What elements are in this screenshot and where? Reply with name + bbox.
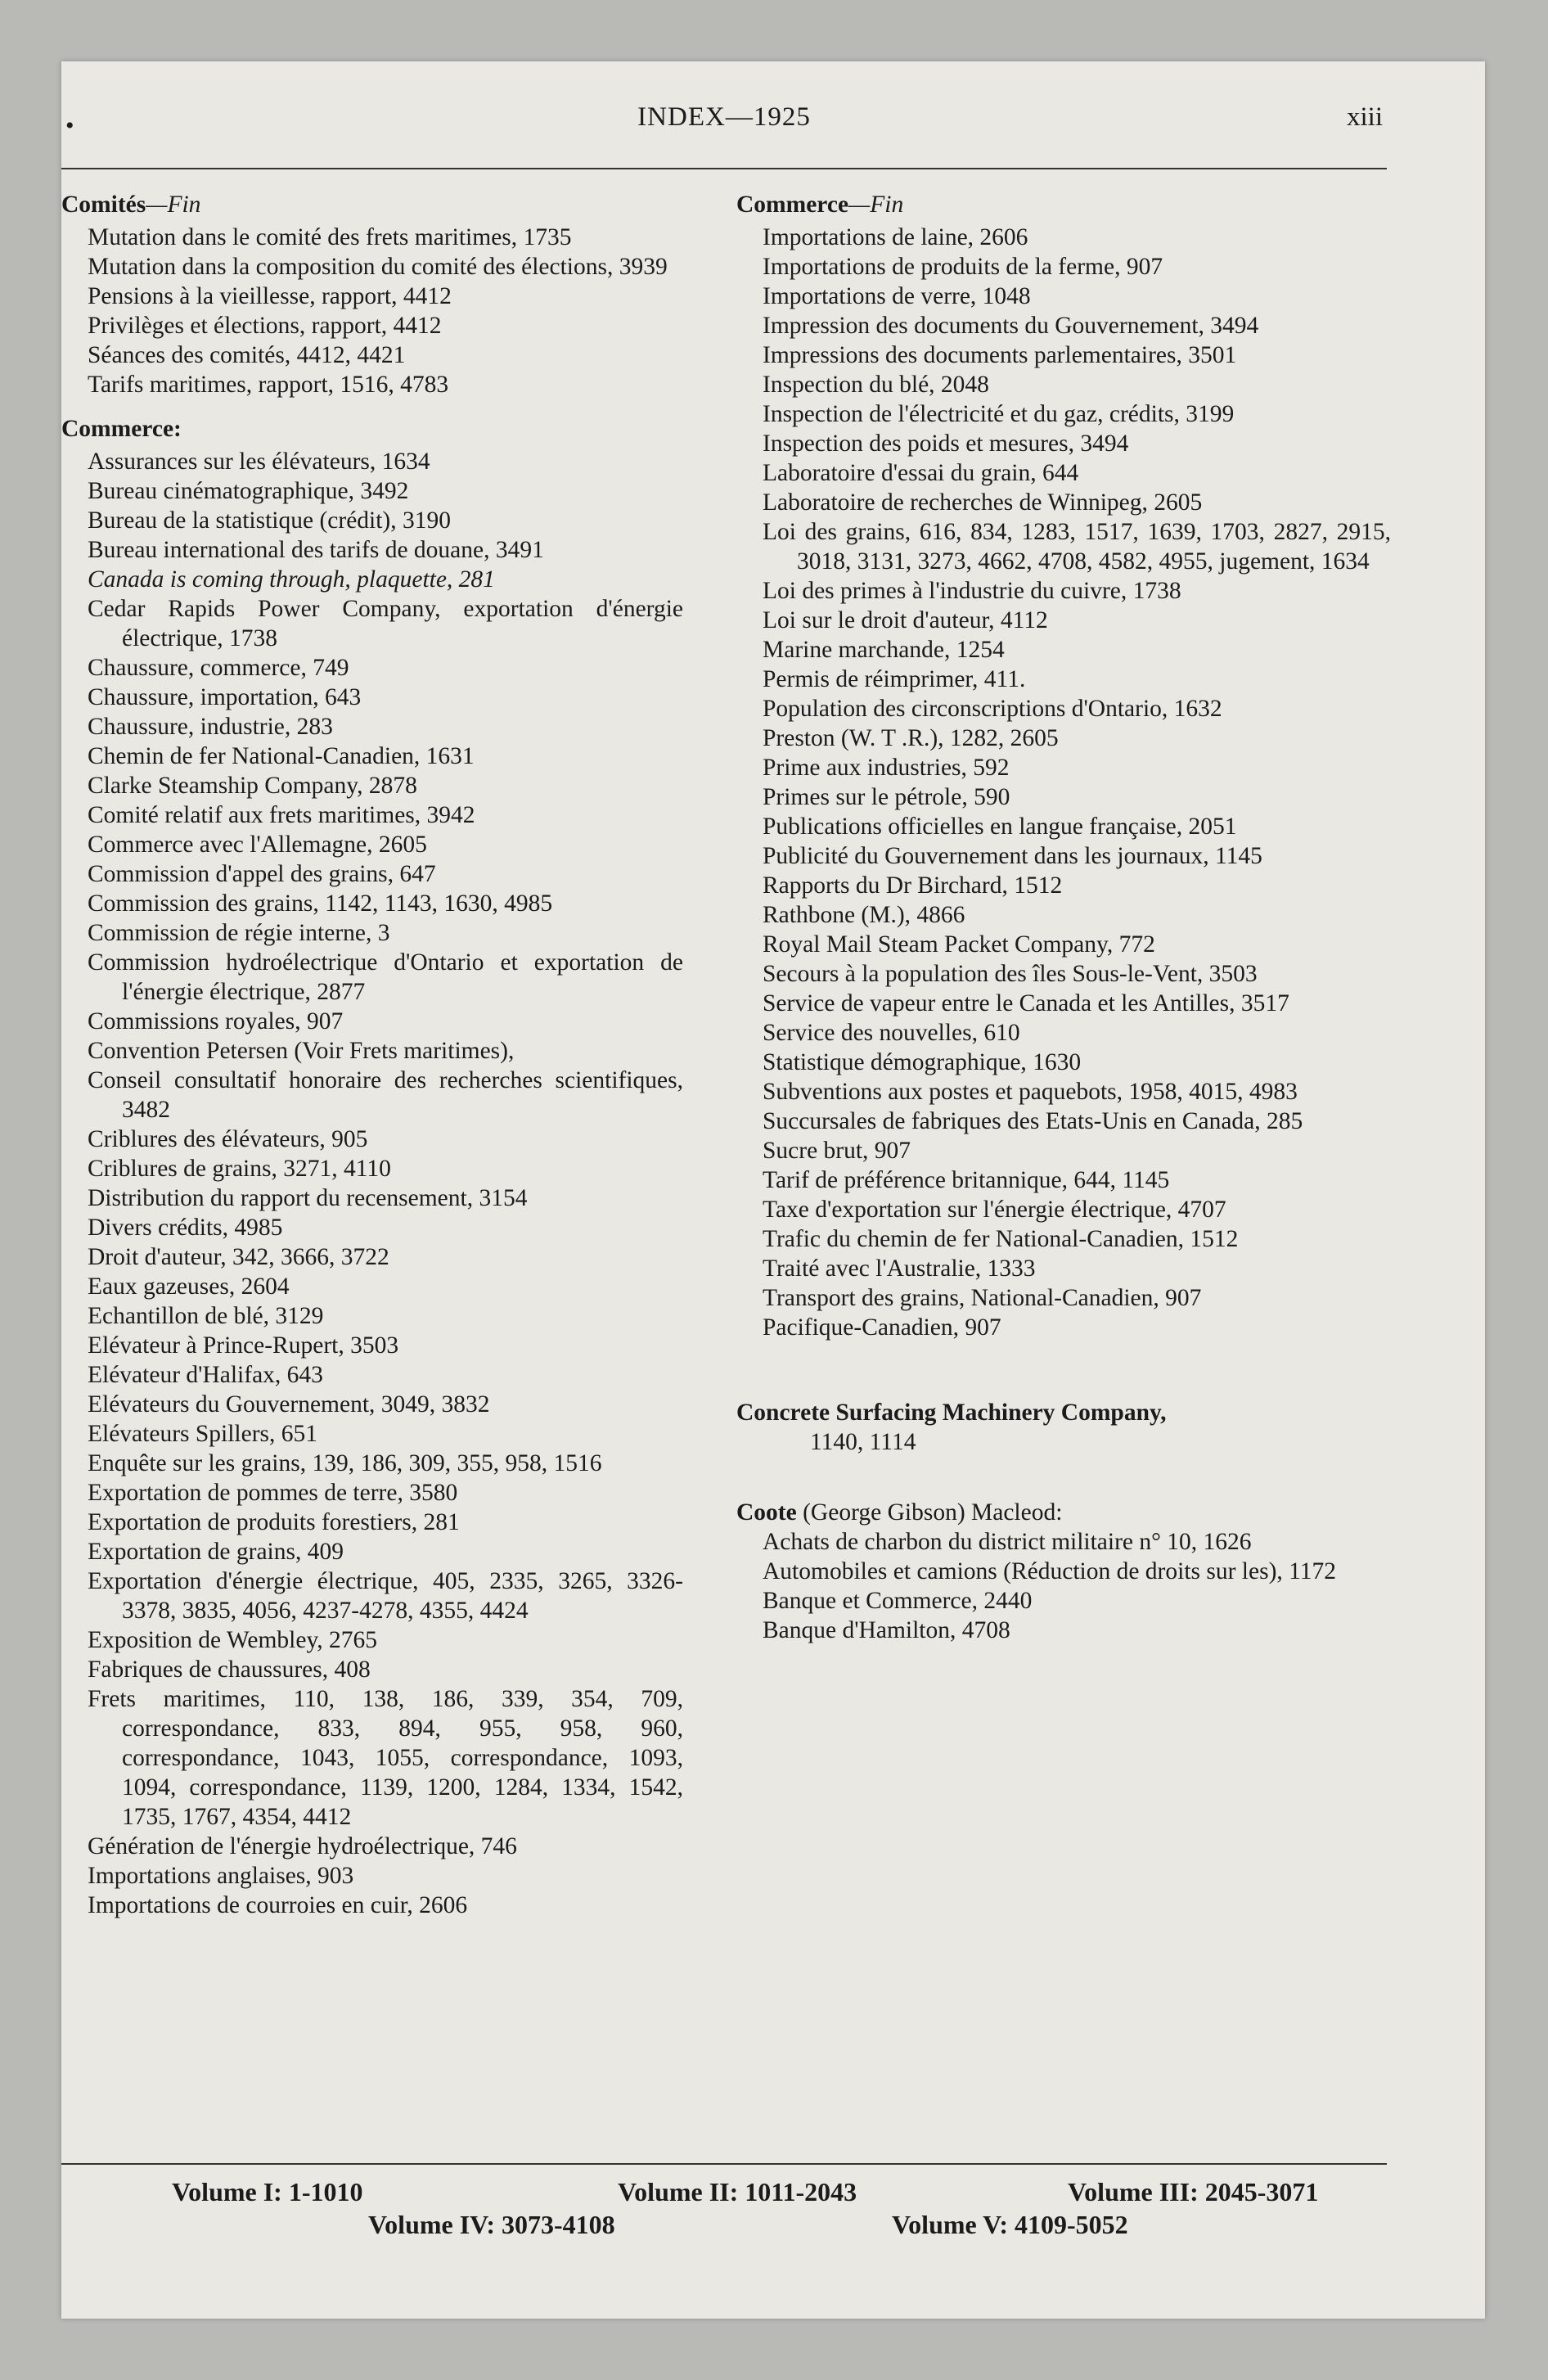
index-entry: Importations anglaises, 903 [88,1863,354,1889]
index-entry: Fabriques de chaussures, 408 [88,1657,371,1683]
page-number: xiii [1346,102,1383,132]
header-rule [61,168,1387,169]
index-entry: Convention Petersen (Voir Frets maritimes), [88,1038,515,1064]
index-entry: Enquête sur les grains, 139, 186, 309, 355, 958, 1516 [88,1450,602,1476]
index-entry: Pacifique-Canadien, 907 [763,1314,1001,1341]
index-entry: Elévateurs du Gouvernement, 3049, 3832 [88,1391,490,1418]
index-entry: Divers crédits, 4985 [88,1215,283,1241]
index-entry: Secours à la population des îles Sous-le-Vent, 3503 [763,961,1258,987]
index-entry: Exportation d'énergie électrique, 405, 2335, 3265, 3326-3378, 3835, 4056, 4237-4278, 4355, 4424 [88,1568,683,1624]
index-entry: Importations de produits de la ferme, 907 [763,254,1163,280]
index-entry: Inspection de l'électricité et du gaz, crédits, 3199 [763,401,1235,427]
index-entry: Chaussure, commerce, 749 [88,655,349,681]
index-entry: Succursales de fabriques des Etats-Unis en Canada, 285 [763,1108,1303,1134]
index-entry: Frets maritimes, 110, 138, 186, 339, 354, 709, correspondance, 833, 894, 955, 958, 960, correspondance, 1043, 1055, correspondance, 1093, 1094, correspondance, 1139, 1200, 1284, 1334, 1542, 1735, 1767, 4354, 4412 [88,1686,683,1830]
index-entry-coote [736,1498,1391,1645]
index-section-comites [61,190,683,399]
index-entry: Importations de verre, 1048 [763,283,1031,309]
index-entry: Cedar Rapids Power Company, exportation d'énergie électrique, 1738 [88,596,683,651]
index-entry: Banque d'Hamilton, 4708 [763,1617,1010,1643]
index-entry: Echantillon de blé, 3129 [88,1303,324,1329]
volume-range-5: Volume V: 4109-5052 [892,2210,1128,2239]
entry-list [736,223,1391,1342]
index-entry: Marine marchande, 1254 [763,637,1005,663]
index-entry: Tarif de préférence britannique, 644, 1145 [763,1167,1170,1193]
index-entry: Rapports du Dr Birchard, 1512 [763,872,1063,899]
heading-text: Comités [61,192,146,218]
name-heading [736,1498,1391,1527]
index-entry: Bureau international des tarifs de douane, 3491 [88,537,544,563]
page-header [65,102,1383,151]
entry-list [736,1527,1391,1645]
heading-text: Commerce [736,192,849,218]
index-entry: Preston (W. T .R.), 1282, 2605 [763,725,1059,751]
index-entry: Commission d'appel des grains, 647 [88,861,436,887]
index-entry: Service des nouvelles, 610 [763,1020,1020,1046]
index-entry: Canada is coming through, plaquette, 281 [88,566,495,593]
index-entry: Laboratoire de recherches de Winnipeg, 2605 [763,489,1203,516]
page-title: INDEX—1925 [637,102,811,132]
index-entry: Génération de l'énergie hydroélectrique, 746 [88,1833,517,1859]
index-entry: Elévateur d'Halifax, 643 [88,1362,323,1388]
index-entry: Permis de réimprimer, 411. [763,666,1026,692]
index-entry: Commission des grains, 1142, 1143, 1630, 4985 [88,890,553,917]
footer-rule [61,2163,1387,2165]
left-column [61,190,683,1935]
index-entry: Loi des primes à l'industrie du cuivre, 1738 [763,578,1181,604]
index-entry: Criblures de grains, 3271, 4110 [88,1156,391,1182]
index-entry: Loi des grains, 616, 834, 1283, 1517, 1639, 1703, 2827, 2915, 3018, 3131, 3273, 4662, 4708, 4582, 4955, jugement, 1634 [763,519,1391,575]
heading-suffix: —Fin [146,192,201,218]
index-entry: Rathbone (M.), 4866 [763,902,965,928]
index-entry: Bureau de la statistique (crédit), 3190 [88,507,451,534]
index-entry: Population des circonscriptions d'Ontario, 1632 [763,696,1222,722]
index-entry: Bureau cinématographique, 3492 [88,478,409,504]
index-entry: Transport des grains, National-Canadien, 907 [763,1285,1202,1311]
index-entry: Publications officielles en langue française, 2051 [763,814,1237,840]
index-entry: Conseil consultatif honoraire des recherches scientifiques, 3482 [88,1067,683,1123]
index-entry: Banque et Commerce, 2440 [763,1588,1033,1614]
index-entry: Commissions royales, 907 [88,1008,344,1034]
index-section-commerce-fin [736,190,1391,1342]
index-entry: Distribution du rapport du recensement, 3154 [88,1185,528,1211]
index-entry: Elévateur à Prince-Rupert, 3503 [88,1332,399,1359]
index-entry: Primes sur le pétrole, 590 [763,784,1010,810]
heading-suffix: —Fin [848,192,904,218]
index-entry: Tarifs maritimes, rapport, 1516, 4783 [88,372,449,398]
index-entry: Importations de courroies en cuir, 2606 [88,1892,468,1918]
index-entry: Statistique démographique, 1630 [763,1049,1082,1075]
index-entry: Impressions des documents parlementaires, 3501 [763,342,1237,368]
index-entry: Séances des comités, 4412, 4421 [88,342,406,368]
index-entry: Exposition de Wembley, 2765 [88,1627,378,1653]
index-entry: Traité avec l'Australie, 1333 [763,1255,1036,1282]
index-entry: Chemin de fer National-Canadien, 1631 [88,743,475,769]
header-bullet: • [65,112,74,139]
index-entry: Taxe d'exportation sur l'énergie électrique, 4707 [763,1197,1226,1223]
index-entry: Elévateurs Spillers, 651 [88,1421,318,1447]
index-entry: Criblures des élévateurs, 905 [88,1126,368,1152]
index-entry: Comité relatif aux frets maritimes, 3942 [88,802,475,828]
index-entry: Privilèges et élections, rapport, 4412 [88,313,442,339]
index-entry: Commission de régie interne, 3 [88,920,390,946]
index-entry: Exportation de pommes de terre, 3580 [88,1480,458,1506]
index-entry: Laboratoire d'essai du grain, 644 [763,460,1079,486]
index-entry: Eaux gazeuses, 2604 [88,1273,290,1300]
index-entry: Loi sur le droit d'auteur, 4112 [763,607,1048,633]
index-entry: Prime aux industries, 592 [763,755,1010,781]
index-entry: Automobiles et camions (Réduction de droits sur les), 1172 [763,1558,1337,1584]
index-entry: Clarke Steamship Company, 2878 [88,773,417,799]
index-entry: Commerce avec l'Allemagne, 2605 [88,832,427,858]
index-entry: Pensions à la vieillesse, rapport, 4412 [88,283,452,309]
section-heading [736,190,1391,219]
index-entry: Chaussure, importation, 643 [88,684,362,710]
index-entry: Commission hydroélectrique d'Ontario et exportation de l'énergie électrique, 2877 [88,949,683,1005]
index-entry: Exportation de grains, 409 [88,1539,344,1565]
index-entry: Chaussure, industrie, 283 [88,714,333,740]
index-entry: Trafic du chemin de fer National-Canadien, 1512 [763,1226,1239,1252]
index-entry: Droit d'auteur, 342, 3666, 3722 [88,1244,389,1270]
index-entry: Subventions aux postes et paquebots, 1958, 4015, 4983 [763,1079,1298,1105]
index-entry: Sucre brut, 907 [763,1138,911,1164]
index-entry: Exportation de produits forestiers, 281 [88,1509,460,1535]
index-entry: Inspection des poids et mesures, 3494 [763,430,1129,457]
spacer [736,1357,1391,1393]
entry-list [61,447,683,1920]
index-entry: Mutation dans la composition du comité des élections, 3939 [88,254,668,280]
section-heading [61,190,683,219]
index-entry: Assurances sur les élévateurs, 1634 [88,449,430,475]
section-heading [61,414,683,444]
name-rest: (George Gibson) Macleod: [803,1499,1063,1526]
index-entry-concrete [736,1398,1391,1457]
right-column [736,190,1391,1645]
index-entry: Publicité du Gouvernement dans les journaux, 1145 [763,843,1262,869]
name-heading [736,1398,1391,1427]
index-section-commerce [61,414,683,1920]
name-pages: 1140, 1114 [810,1429,916,1455]
volume-range-1: Volume I: 1-1010 [172,2177,363,2206]
volume-range-2: Volume II: 1011-2043 [618,2177,857,2206]
volume-range-4: Volume IV: 3073-4108 [368,2210,615,2239]
name-text: Concrete Surfacing Machinery Company, [736,1400,1167,1426]
volume-range-3: Volume III: 2045-3071 [1068,2177,1319,2206]
index-entry: Mutation dans le comité des frets maritimes, 1735 [88,224,572,250]
heading-text: Commerce: [61,416,182,442]
index-entry: Royal Mail Steam Packet Company, 772 [763,931,1155,958]
spacer [736,1457,1391,1493]
entry-list [61,223,683,399]
index-entry: Impression des documents du Gouvernement, 3494 [763,313,1259,339]
index-entry: Service de vapeur entre le Canada et les Antilles, 3517 [763,990,1289,1016]
index-entry: Inspection du blé, 2048 [763,372,989,398]
index-entry: Importations de laine, 2606 [763,224,1028,250]
name-text: Coote [736,1499,797,1526]
index-entry: Achats de charbon du district militaire n° 10, 1626 [763,1529,1252,1555]
